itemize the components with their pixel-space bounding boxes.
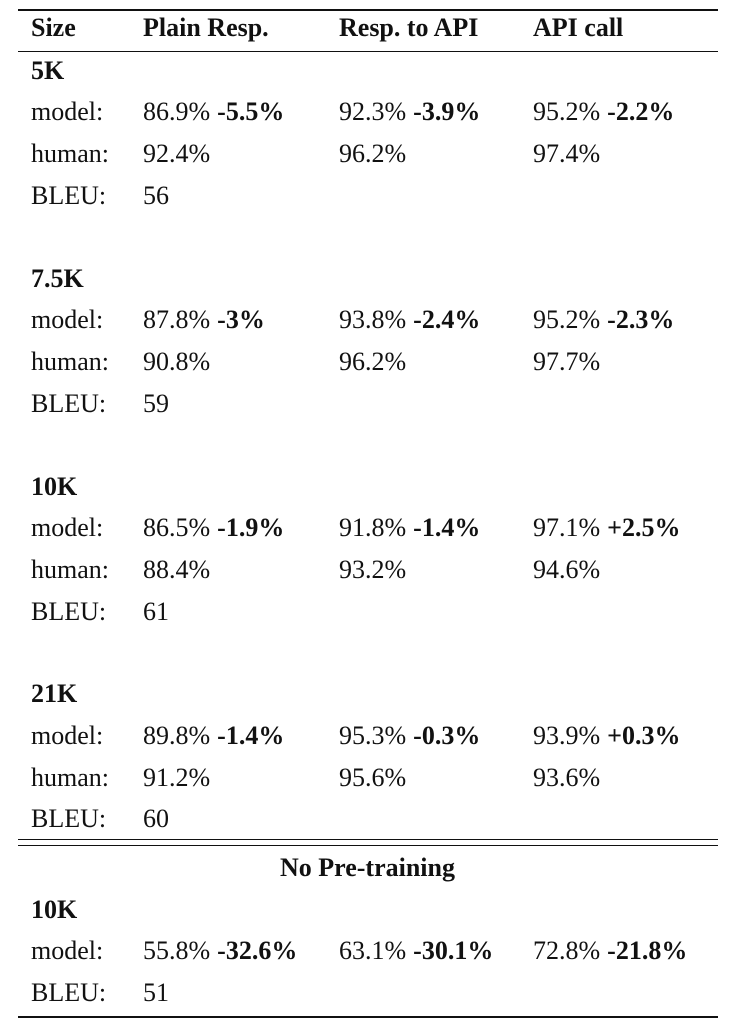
human-row [0,761,735,795]
delta: -21.8% [607,936,688,965]
resp-to-api-cell [339,511,480,545]
resp-to-api-cell: 93.2% [339,555,407,584]
value: 63.1% [339,936,407,965]
group-label: 5K [31,56,65,85]
row-label: BLEU: [31,978,107,1007]
group-label-row [0,677,735,711]
bleu-row [0,595,735,629]
value: 72.8% [533,936,601,965]
group-label-row [0,893,735,927]
row-label: BLEU: [31,181,107,210]
api-call-cell: 94.6% [533,555,601,584]
value: 92.3% [339,97,407,126]
model-row [0,511,735,545]
human-row [0,137,735,171]
row-label: model: [31,97,104,126]
bottom-rule [18,1016,718,1018]
plain-resp-cell [143,95,284,129]
delta: -3.9% [413,97,481,126]
resp-to-api-cell [339,719,480,753]
model-row [0,719,735,753]
delta: -0.3% [413,721,481,750]
resp-to-api-cell [339,95,480,129]
delta: -30.1% [413,936,494,965]
api-call-cell [533,719,681,753]
row-label: BLEU: [31,597,107,626]
value: 55.8% [143,936,211,965]
group-label-row [0,470,735,504]
delta: -5.5% [217,97,285,126]
model-row [0,95,735,129]
header-resp-to-api: Resp. to API [339,13,479,42]
plain-resp-cell [143,511,284,545]
plain-resp-cell: 90.8% [143,347,211,376]
value: 93.8% [339,305,407,334]
delta: -2.2% [607,97,675,126]
value: 95.2% [533,305,601,334]
group-label: 7.5K [31,264,84,293]
header-plain-resp: Plain Resp. [143,13,269,42]
delta: -32.6% [217,936,298,965]
human-row [0,345,735,379]
value: 93.9% [533,721,601,750]
row-label: human: [31,139,109,168]
resp-to-api-cell [339,303,480,337]
group-label: 10K [31,472,78,501]
bleu-value: 61 [143,597,169,626]
group-label-row [0,262,735,296]
plain-resp-cell [143,303,265,337]
row-label: human: [31,763,109,792]
plain-resp-cell: 88.4% [143,555,211,584]
model-row [0,303,735,337]
bleu-row [0,179,735,213]
bleu-row [0,802,735,836]
value: 91.8% [339,513,407,542]
value: 97.1% [533,513,601,542]
double-rule-upper [18,839,718,840]
human-row [0,553,735,587]
api-call-cell [533,95,674,129]
delta: -1.4% [413,513,481,542]
resp-to-api-cell: 96.2% [339,139,407,168]
row-label: human: [31,555,109,584]
header-api-call: API call [533,13,624,42]
row-label: model: [31,936,104,965]
model-row [0,934,735,968]
group-label: 21K [31,679,78,708]
plain-resp-cell: 92.4% [143,139,211,168]
bleu-row [0,976,735,1010]
bleu-value: 56 [143,181,169,210]
row-label: human: [31,347,109,376]
value: 87.8% [143,305,211,334]
plain-resp-cell [143,934,297,968]
api-call-cell [533,934,687,968]
api-call-cell: 97.7% [533,347,601,376]
delta: -1.9% [217,513,285,542]
header-size: Size [31,13,76,42]
value: 95.2% [533,97,601,126]
bleu-row [0,387,735,421]
resp-to-api-cell: 95.6% [339,763,407,792]
row-label: model: [31,721,104,750]
value: 89.8% [143,721,211,750]
header-rule [18,51,718,52]
api-call-cell [533,511,681,545]
value: 95.3% [339,721,407,750]
api-call-cell: 93.6% [533,763,601,792]
no-pretraining-title: No Pre-training [280,853,455,882]
bleu-value: 60 [143,804,169,833]
group-label-row [0,54,735,88]
delta: -2.3% [607,305,675,334]
double-rule-lower [18,845,718,846]
value: 86.9% [143,97,211,126]
row-label: BLEU: [31,389,107,418]
plain-resp-cell: 91.2% [143,763,211,792]
bleu-value: 59 [143,389,169,418]
row-label: model: [31,513,104,542]
delta: +0.3% [607,721,681,750]
header-row [0,11,735,45]
value: 86.5% [143,513,211,542]
delta: -1.4% [217,721,285,750]
delta: +2.5% [607,513,681,542]
api-call-cell: 97.4% [533,139,601,168]
group-label: 10K [31,895,78,924]
delta: -2.4% [413,305,481,334]
api-call-cell [533,303,674,337]
row-label: BLEU: [31,804,107,833]
delta: -3% [217,305,265,334]
bleu-value: 51 [143,978,169,1007]
row-label: model: [31,305,104,334]
resp-to-api-cell: 96.2% [339,347,407,376]
resp-to-api-cell [339,934,493,968]
plain-resp-cell [143,719,284,753]
